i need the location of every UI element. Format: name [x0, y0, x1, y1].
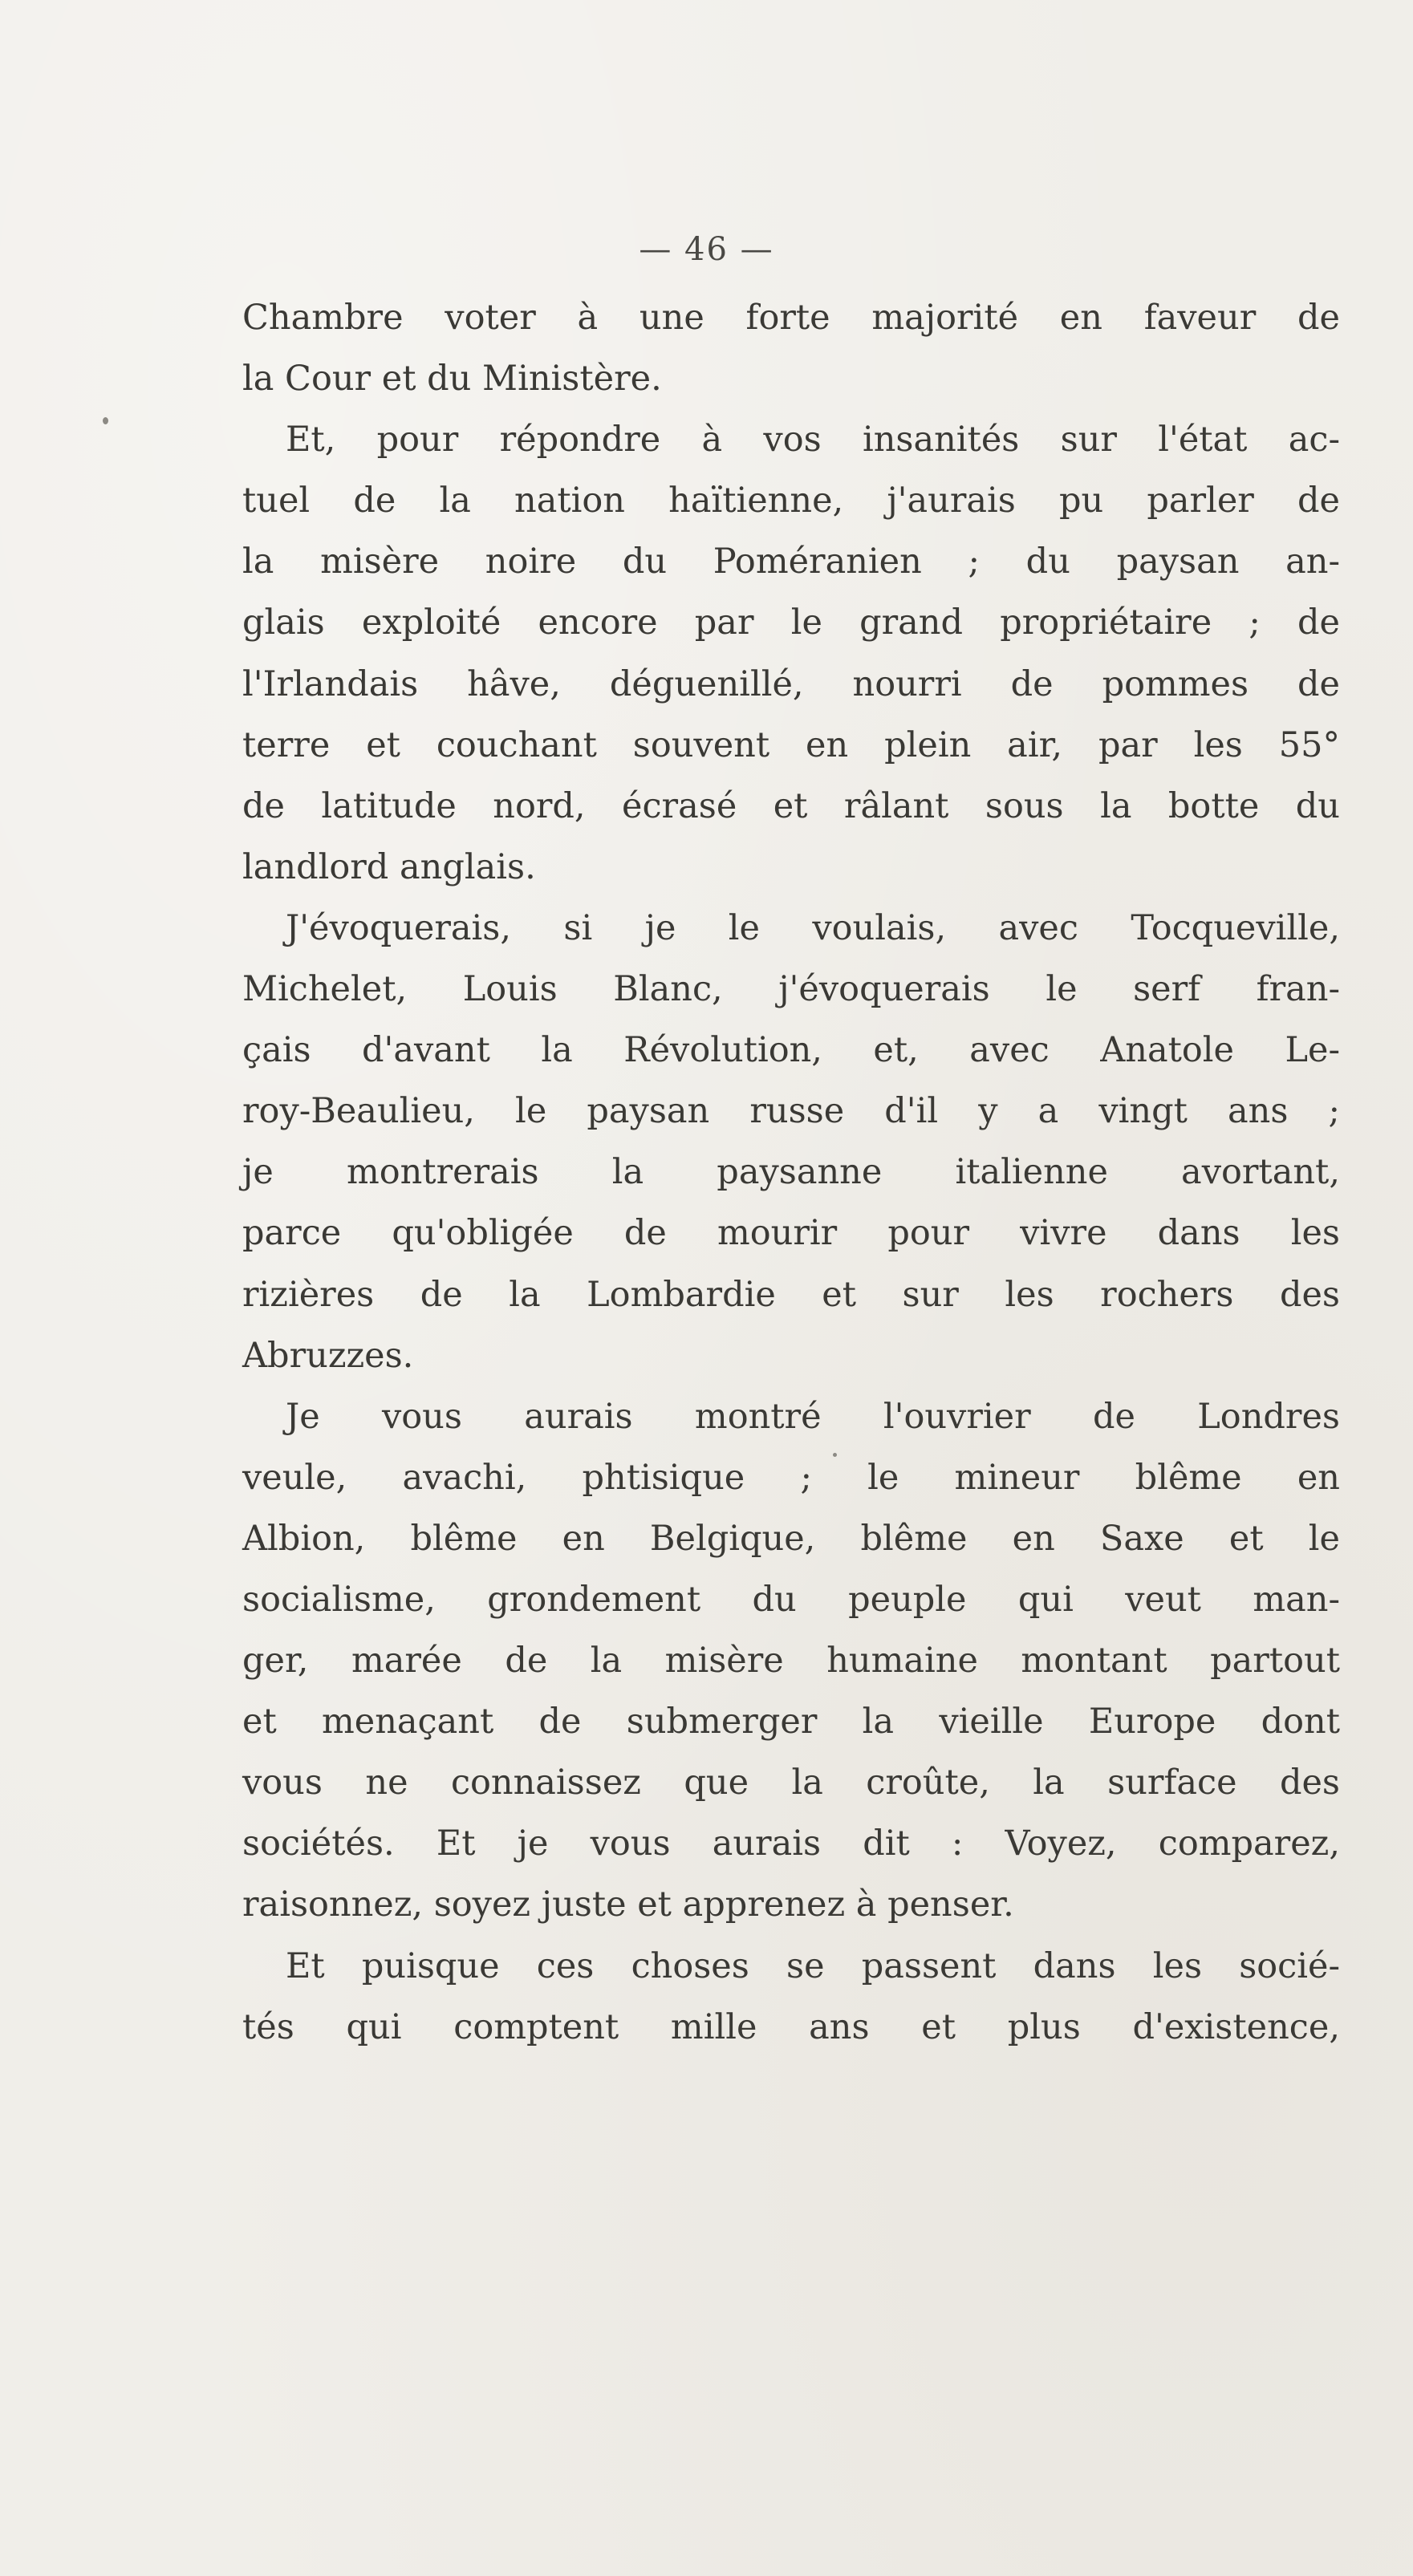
text-line: Chambre voter à une forte majorité en faveur de [242, 298, 1340, 338]
text-line: veule, avachi, phtisique ; le mineur blême en [242, 1457, 1340, 1498]
text-line: ger, marée de la misère humaine montant partout [242, 1641, 1340, 1681]
text-line: de latitude nord, écrasé et râlant sous la botte du [242, 785, 1340, 826]
text-line: tuel de la nation haïtienne, j'aurais pu parler de [242, 481, 1340, 521]
page-number: — 46 — [639, 231, 774, 268]
text-line: la misère noire du Poméranien ; du paysan an- [242, 542, 1340, 582]
text-line: et menaçant de submerger la vieille Europe dont [242, 1702, 1340, 1742]
text-line: raisonnez, soyez juste et apprenez à penser. [242, 1884, 1014, 1925]
text-line: Et, pour répondre à vos insanités sur l'état ac- [286, 420, 1340, 460]
text-line: Albion, blême en Belgique, blême en Saxe et le [242, 1518, 1340, 1559]
text-line: tés qui comptent mille ans et plus d'existence, [242, 2006, 1340, 2047]
text-line: çais d'avant la Révolution, et, avec Anatole Le- [242, 1030, 1340, 1071]
text-line: Je vous aurais montré l'ouvrier de Londres [286, 1396, 1340, 1437]
text-line: J'évoquerais, si je le voulais, avec Tocqueville, [286, 907, 1340, 948]
text-line: socialisme, grondement du peuple qui veut man- [242, 1579, 1340, 1620]
text-line: landlord anglais. [242, 846, 536, 887]
text-line: terre et couchant souvent en plein air, par les 55° [242, 724, 1340, 765]
text-line: parce qu'obligée de mourir pour vivre dans les [242, 1213, 1340, 1254]
text-line: vous ne connaissez que la croûte, la surface des [242, 1763, 1340, 1803]
text-line: l'Irlandais hâve, déguenillé, nourri de pommes de [242, 663, 1340, 704]
text-line: la Cour et du Ministère. [242, 359, 662, 400]
text-line: glais exploité encore par le grand propriétaire ; de [242, 602, 1340, 643]
text-line: Michelet, Louis Blanc, j'évoquerais le serf fran- [242, 969, 1340, 1010]
text-line: rizières de la Lombardie et sur les rochers des [242, 1274, 1340, 1315]
text-line: Et puisque ces choses se passent dans les socié- [286, 1945, 1340, 1986]
body-text [242, 287, 1340, 2058]
text-line: roy-Beaulieu, le paysan russe d'il y a vingt ans ; [242, 1091, 1340, 1132]
text-line: Abruzzes. [242, 1335, 414, 1376]
text-line: sociétés. Et je vous aurais dit : Voyez, comparez, [242, 1823, 1340, 1864]
ink-speck [103, 417, 108, 424]
text-line: je montrerais la paysanne italienne avortant, [242, 1152, 1340, 1193]
